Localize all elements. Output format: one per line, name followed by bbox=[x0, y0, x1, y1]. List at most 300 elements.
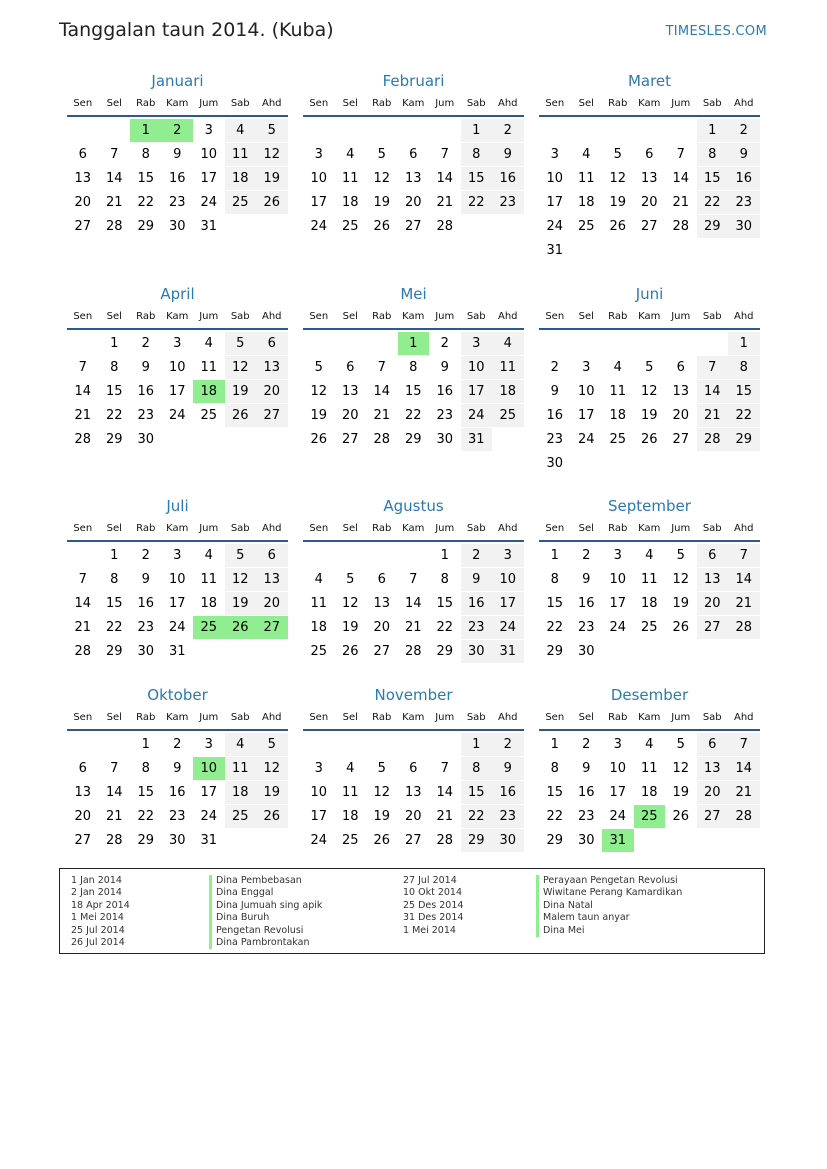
day-cell: 22 bbox=[546, 620, 564, 635]
weekday-header: Sab bbox=[230, 712, 250, 723]
day-cell: 10 bbox=[200, 147, 218, 162]
month-agustus bbox=[303, 497, 524, 697]
day-cell: 6 bbox=[697, 544, 729, 567]
weekday-header: Kam bbox=[638, 311, 661, 322]
day-cell: 18 bbox=[341, 809, 359, 824]
day-cell: 23 bbox=[436, 408, 454, 423]
weekday-header: Rab bbox=[136, 523, 156, 534]
day-cell: 23 bbox=[137, 620, 155, 635]
legend-names-right bbox=[536, 875, 682, 937]
day-cell: 2 bbox=[141, 336, 150, 351]
day-cell: 16 bbox=[137, 384, 155, 399]
day-cell: 24 bbox=[168, 408, 186, 423]
day-cell: 27 bbox=[697, 616, 729, 639]
day-cell: 19 bbox=[640, 408, 658, 423]
month-name: Juni bbox=[635, 285, 664, 303]
weekday-header: Jum bbox=[671, 311, 691, 322]
holiday-day-cell: 1 bbox=[130, 119, 162, 142]
day-cell: 19 bbox=[225, 592, 257, 615]
weekday-header: Ahd bbox=[261, 98, 282, 109]
day-cell: 7 bbox=[78, 572, 87, 587]
day-cell: 28 bbox=[436, 833, 454, 848]
day-cell: 7 bbox=[440, 761, 449, 776]
day-cell: 14 bbox=[697, 380, 729, 403]
day-cell: 29 bbox=[105, 644, 123, 659]
day-cell: 13 bbox=[697, 568, 729, 591]
day-cell: 18 bbox=[200, 596, 218, 611]
day-cell: 31 bbox=[168, 644, 186, 659]
day-cell: 11 bbox=[225, 757, 257, 780]
weekday-header: Kam bbox=[402, 523, 425, 534]
day-cell: 11 bbox=[640, 572, 658, 587]
day-cell: 15 bbox=[105, 384, 123, 399]
day-cell: 23 bbox=[168, 809, 186, 824]
weekday-header: Sel bbox=[578, 311, 594, 322]
day-cell: 25 bbox=[577, 219, 595, 234]
day-cell: 19 bbox=[341, 620, 359, 635]
legend-date: 10 Okt 2014 bbox=[403, 887, 463, 899]
day-cell: 8 bbox=[461, 143, 493, 166]
header-divider bbox=[303, 729, 524, 731]
weekday-header: Ahd bbox=[497, 523, 518, 534]
day-cell: 8 bbox=[440, 572, 449, 587]
weekday-header: Jum bbox=[435, 523, 455, 534]
day-cell: 9 bbox=[440, 360, 449, 375]
month-november bbox=[303, 686, 524, 886]
day-cell: 26 bbox=[373, 219, 391, 234]
month-name: November bbox=[374, 686, 453, 704]
day-cell: 15 bbox=[436, 596, 454, 611]
weekday-header: Rab bbox=[608, 523, 628, 534]
weekday-header: Jum bbox=[199, 311, 219, 322]
month-juli bbox=[67, 497, 288, 697]
weekday-header: Sab bbox=[466, 712, 486, 723]
day-cell: 4 bbox=[225, 119, 257, 142]
month-mei bbox=[303, 285, 524, 485]
day-cell: 22 bbox=[137, 195, 155, 210]
day-cell: 16 bbox=[577, 596, 595, 611]
day-cell: 15 bbox=[137, 785, 155, 800]
weekday-header: Sen bbox=[545, 98, 565, 109]
day-cell: 30 bbox=[461, 640, 493, 663]
day-cell: 9 bbox=[728, 143, 760, 166]
day-cell: 17 bbox=[168, 596, 186, 611]
day-cell: 9 bbox=[492, 143, 524, 166]
weekday-header: Ahd bbox=[261, 712, 282, 723]
day-cell: 16 bbox=[492, 781, 524, 804]
legend-holiday-name: Dina Enggal bbox=[209, 887, 322, 899]
month-name: Juli bbox=[166, 497, 189, 515]
weekday-header: Sen bbox=[309, 98, 329, 109]
day-cell: 30 bbox=[492, 829, 524, 852]
weekday-header: Ahd bbox=[261, 523, 282, 534]
day-cell: 4 bbox=[314, 572, 323, 587]
day-cell: 29 bbox=[546, 644, 564, 659]
day-cell: 10 bbox=[609, 761, 627, 776]
day-cell: 24 bbox=[200, 809, 218, 824]
day-cell: 11 bbox=[225, 143, 257, 166]
weekday-header: Sel bbox=[578, 98, 594, 109]
day-cell: 29 bbox=[461, 829, 493, 852]
day-cell: 15 bbox=[404, 384, 422, 399]
day-cell: 24 bbox=[310, 833, 328, 848]
day-cell: 7 bbox=[697, 356, 729, 379]
day-cell: 12 bbox=[225, 568, 257, 591]
day-cell: 1 bbox=[550, 737, 559, 752]
day-cell: 14 bbox=[728, 568, 760, 591]
day-cell: 1 bbox=[461, 733, 493, 756]
day-cell: 28 bbox=[728, 616, 760, 639]
day-cell: 18 bbox=[640, 596, 658, 611]
weekday-header: Rab bbox=[608, 712, 628, 723]
day-cell: 13 bbox=[404, 785, 422, 800]
day-cell: 5 bbox=[225, 332, 257, 355]
day-cell: 26 bbox=[640, 432, 658, 447]
day-cell: 15 bbox=[137, 171, 155, 186]
day-cell: 8 bbox=[550, 572, 559, 587]
day-cell: 14 bbox=[728, 757, 760, 780]
day-cell: 4 bbox=[346, 761, 355, 776]
weekday-header: Sen bbox=[545, 523, 565, 534]
day-cell: 20 bbox=[404, 195, 422, 210]
weekday-header: Rab bbox=[136, 712, 156, 723]
day-cell: 28 bbox=[697, 428, 729, 451]
header-divider bbox=[539, 540, 760, 542]
day-cell: 6 bbox=[676, 360, 685, 375]
day-cell: 1 bbox=[440, 548, 449, 563]
legend-date: 27 Jul 2014 bbox=[403, 875, 457, 886]
day-cell: 7 bbox=[377, 360, 386, 375]
holiday-day-cell: 1 bbox=[398, 332, 430, 355]
day-cell: 22 bbox=[461, 805, 493, 828]
day-cell: 4 bbox=[492, 332, 524, 355]
day-cell: 28 bbox=[105, 833, 123, 848]
day-cell: 14 bbox=[105, 171, 123, 186]
day-cell: 24 bbox=[609, 620, 627, 635]
legend-names-left bbox=[209, 875, 322, 949]
day-cell: 16 bbox=[577, 785, 595, 800]
day-cell: 30 bbox=[137, 644, 155, 659]
day-cell: 24 bbox=[609, 809, 627, 824]
day-cell: 25 bbox=[609, 432, 627, 447]
day-cell: 20 bbox=[697, 592, 729, 615]
day-cell: 11 bbox=[200, 572, 218, 587]
day-cell: 14 bbox=[74, 384, 92, 399]
weekday-header: Jum bbox=[671, 712, 691, 723]
weekday-header: Rab bbox=[136, 311, 156, 322]
weekday-header: Sel bbox=[106, 712, 122, 723]
day-cell: 27 bbox=[341, 432, 359, 447]
day-cell: 25 bbox=[341, 833, 359, 848]
day-cell: 13 bbox=[256, 356, 288, 379]
day-cell: 9 bbox=[173, 147, 182, 162]
day-cell: 3 bbox=[461, 332, 493, 355]
day-cell: 16 bbox=[436, 384, 454, 399]
weekday-header: Kam bbox=[166, 523, 189, 534]
day-cell: 17 bbox=[310, 195, 328, 210]
day-cell: 2 bbox=[550, 360, 559, 375]
legend-holiday-name: Wiwitane Perang Kamardikan bbox=[536, 887, 682, 899]
month-name: Maret bbox=[627, 72, 672, 90]
day-cell: 21 bbox=[74, 620, 92, 635]
day-cell: 25 bbox=[225, 805, 257, 828]
day-cell: 15 bbox=[546, 596, 564, 611]
day-cell: 17 bbox=[200, 171, 218, 186]
day-cell: 29 bbox=[546, 833, 564, 848]
day-cell: 18 bbox=[225, 781, 257, 804]
weekday-header: Kam bbox=[166, 98, 189, 109]
day-cell: 5 bbox=[256, 733, 288, 756]
legend-holiday-name: Dina Natal bbox=[536, 900, 682, 912]
day-cell: 9 bbox=[461, 568, 493, 591]
day-cell: 21 bbox=[728, 781, 760, 804]
day-cell: 19 bbox=[373, 809, 391, 824]
day-cell: 31 bbox=[200, 219, 218, 234]
day-cell: 4 bbox=[645, 548, 654, 563]
day-cell: 6 bbox=[409, 761, 418, 776]
holiday-day-cell: 25 bbox=[634, 805, 666, 828]
day-cell: 6 bbox=[645, 147, 654, 162]
day-cell: 12 bbox=[310, 384, 328, 399]
day-cell: 3 bbox=[550, 147, 559, 162]
day-cell: 11 bbox=[341, 171, 359, 186]
day-cell: 9 bbox=[582, 572, 591, 587]
day-cell: 21 bbox=[697, 404, 729, 427]
day-cell: 27 bbox=[640, 219, 658, 234]
day-cell: 18 bbox=[310, 620, 328, 635]
day-cell: 11 bbox=[200, 360, 218, 375]
header-divider bbox=[67, 729, 288, 731]
month-desember bbox=[539, 686, 760, 886]
weekday-header: Rab bbox=[372, 311, 392, 322]
day-cell: 6 bbox=[78, 147, 87, 162]
day-cell: 19 bbox=[672, 785, 690, 800]
day-cell: 3 bbox=[204, 123, 213, 138]
day-cell: 21 bbox=[74, 408, 92, 423]
day-cell: 26 bbox=[310, 432, 328, 447]
day-cell: 13 bbox=[672, 384, 690, 399]
day-cell: 21 bbox=[436, 809, 454, 824]
day-cell: 7 bbox=[676, 147, 685, 162]
day-cell: 11 bbox=[341, 785, 359, 800]
day-cell: 21 bbox=[105, 195, 123, 210]
day-cell: 5 bbox=[377, 147, 386, 162]
month-juni bbox=[539, 285, 760, 485]
day-cell: 29 bbox=[137, 833, 155, 848]
day-cell: 23 bbox=[168, 195, 186, 210]
legend-holiday-name: Dina Pambrontakan bbox=[209, 937, 322, 949]
month-name: Januari bbox=[151, 72, 204, 90]
day-cell: 15 bbox=[461, 781, 493, 804]
day-cell: 17 bbox=[609, 785, 627, 800]
day-cell: 5 bbox=[314, 360, 323, 375]
site-link[interactable]: TIMESLES.COM bbox=[665, 24, 767, 39]
day-cell: 26 bbox=[341, 644, 359, 659]
day-cell: 22 bbox=[546, 809, 564, 824]
day-cell: 3 bbox=[204, 737, 213, 752]
month-name: Mei bbox=[400, 285, 427, 303]
day-cell: 30 bbox=[168, 219, 186, 234]
holiday-day-cell: 25 bbox=[193, 616, 225, 639]
day-cell: 9 bbox=[173, 761, 182, 776]
day-cell: 5 bbox=[256, 119, 288, 142]
page-title: Tanggalan taun 2014. (Kuba) bbox=[59, 19, 334, 41]
weekday-header: Jum bbox=[671, 523, 691, 534]
weekday-header: Rab bbox=[372, 523, 392, 534]
weekday-header: Sel bbox=[342, 311, 358, 322]
day-cell: 23 bbox=[492, 805, 524, 828]
day-cell: 16 bbox=[546, 408, 564, 423]
day-cell: 20 bbox=[404, 809, 422, 824]
weekday-header: Sab bbox=[466, 311, 486, 322]
day-cell: 22 bbox=[697, 191, 729, 214]
day-cell: 17 bbox=[492, 592, 524, 615]
weekday-header: Rab bbox=[136, 98, 156, 109]
day-cell: 20 bbox=[256, 592, 288, 615]
weekday-header: Ahd bbox=[733, 712, 754, 723]
day-cell: 12 bbox=[341, 596, 359, 611]
day-cell: 14 bbox=[436, 785, 454, 800]
legend-date: 2 Jan 2014 bbox=[71, 887, 122, 899]
day-cell: 18 bbox=[640, 785, 658, 800]
holiday-day-cell: 10 bbox=[193, 757, 225, 780]
day-cell: 20 bbox=[373, 620, 391, 635]
day-cell: 23 bbox=[492, 191, 524, 214]
day-cell: 8 bbox=[697, 143, 729, 166]
day-cell: 5 bbox=[676, 737, 685, 752]
day-cell: 5 bbox=[613, 147, 622, 162]
day-cell: 30 bbox=[168, 833, 186, 848]
weekday-header: Rab bbox=[608, 311, 628, 322]
day-cell: 25 bbox=[341, 219, 359, 234]
day-cell: 31 bbox=[200, 833, 218, 848]
legend-date: 1 Mei 2014 bbox=[71, 912, 124, 924]
day-cell: 18 bbox=[577, 195, 595, 210]
day-cell: 7 bbox=[440, 147, 449, 162]
legend-holiday-name: Perayaan Pengetan Revolusi bbox=[536, 875, 682, 887]
weekday-header: Sen bbox=[309, 712, 329, 723]
day-cell: 21 bbox=[672, 195, 690, 210]
day-cell: 3 bbox=[314, 147, 323, 162]
weekday-header: Jum bbox=[671, 98, 691, 109]
day-cell: 30 bbox=[577, 833, 595, 848]
day-cell: 22 bbox=[137, 809, 155, 824]
day-cell: 1 bbox=[461, 119, 493, 142]
day-cell: 24 bbox=[310, 219, 328, 234]
day-cell: 2 bbox=[492, 119, 524, 142]
day-cell: 1 bbox=[550, 548, 559, 563]
day-cell: 16 bbox=[728, 167, 760, 190]
day-cell: 24 bbox=[577, 432, 595, 447]
day-cell: 12 bbox=[640, 384, 658, 399]
day-cell: 24 bbox=[492, 616, 524, 639]
month-februari bbox=[303, 72, 524, 272]
day-cell: 3 bbox=[492, 544, 524, 567]
weekday-header: Sab bbox=[230, 523, 250, 534]
weekday-header: Sen bbox=[309, 311, 329, 322]
day-cell: 7 bbox=[78, 360, 87, 375]
day-cell: 7 bbox=[728, 544, 760, 567]
day-cell: 9 bbox=[141, 360, 150, 375]
day-cell: 9 bbox=[582, 761, 591, 776]
day-cell: 20 bbox=[697, 781, 729, 804]
day-cell: 4 bbox=[582, 147, 591, 162]
weekday-header: Sab bbox=[230, 98, 250, 109]
weekday-header: Kam bbox=[402, 712, 425, 723]
day-cell: 14 bbox=[672, 171, 690, 186]
weekday-header: Sen bbox=[73, 712, 93, 723]
day-cell: 13 bbox=[373, 596, 391, 611]
day-cell: 13 bbox=[256, 568, 288, 591]
header-divider bbox=[539, 328, 760, 330]
day-cell: 27 bbox=[373, 644, 391, 659]
holiday-day-cell: 18 bbox=[193, 380, 225, 403]
day-cell: 5 bbox=[645, 360, 654, 375]
month-name: Oktober bbox=[147, 686, 208, 704]
day-cell: 6 bbox=[256, 332, 288, 355]
weekday-header: Sel bbox=[106, 98, 122, 109]
day-cell: 21 bbox=[404, 620, 422, 635]
day-cell: 9 bbox=[141, 572, 150, 587]
day-cell: 17 bbox=[609, 596, 627, 611]
day-cell: 27 bbox=[404, 219, 422, 234]
day-cell: 28 bbox=[728, 805, 760, 828]
month-april bbox=[67, 285, 288, 485]
day-cell: 13 bbox=[640, 171, 658, 186]
day-cell: 28 bbox=[404, 644, 422, 659]
day-cell: 16 bbox=[492, 167, 524, 190]
day-cell: 29 bbox=[105, 432, 123, 447]
weekday-header: Kam bbox=[638, 523, 661, 534]
day-cell: 15 bbox=[697, 167, 729, 190]
day-cell: 25 bbox=[640, 620, 658, 635]
day-cell: 3 bbox=[613, 548, 622, 563]
day-cell: 12 bbox=[373, 171, 391, 186]
day-cell: 11 bbox=[609, 384, 627, 399]
legend-date: 18 Apr 2014 bbox=[71, 899, 130, 911]
day-cell: 2 bbox=[728, 119, 760, 142]
day-cell: 8 bbox=[550, 761, 559, 776]
day-cell: 28 bbox=[74, 644, 92, 659]
day-cell: 8 bbox=[409, 360, 418, 375]
legend-date: 25 Des 2014 bbox=[403, 899, 464, 911]
weekday-header: Sen bbox=[545, 712, 565, 723]
day-cell: 10 bbox=[577, 384, 595, 399]
holiday-day-cell: 27 bbox=[256, 616, 288, 639]
legend-dates-right bbox=[403, 875, 463, 937]
day-cell: 8 bbox=[141, 761, 150, 776]
day-cell: 6 bbox=[409, 147, 418, 162]
day-cell: 7 bbox=[728, 733, 760, 756]
day-cell: 28 bbox=[105, 219, 123, 234]
day-cell: 26 bbox=[672, 809, 690, 824]
day-cell: 23 bbox=[461, 616, 493, 639]
weekday-header: Jum bbox=[199, 98, 219, 109]
day-cell: 3 bbox=[314, 761, 323, 776]
weekday-header: Kam bbox=[638, 712, 661, 723]
day-cell: 23 bbox=[577, 809, 595, 824]
day-cell: 26 bbox=[373, 833, 391, 848]
weekday-header: Ahd bbox=[733, 98, 754, 109]
day-cell: 4 bbox=[613, 360, 622, 375]
day-cell: 12 bbox=[256, 143, 288, 166]
day-cell: 6 bbox=[256, 544, 288, 567]
day-cell: 14 bbox=[404, 596, 422, 611]
weekday-header: Sel bbox=[578, 523, 594, 534]
month-september bbox=[539, 497, 760, 697]
day-cell: 10 bbox=[168, 360, 186, 375]
day-cell: 4 bbox=[225, 733, 257, 756]
